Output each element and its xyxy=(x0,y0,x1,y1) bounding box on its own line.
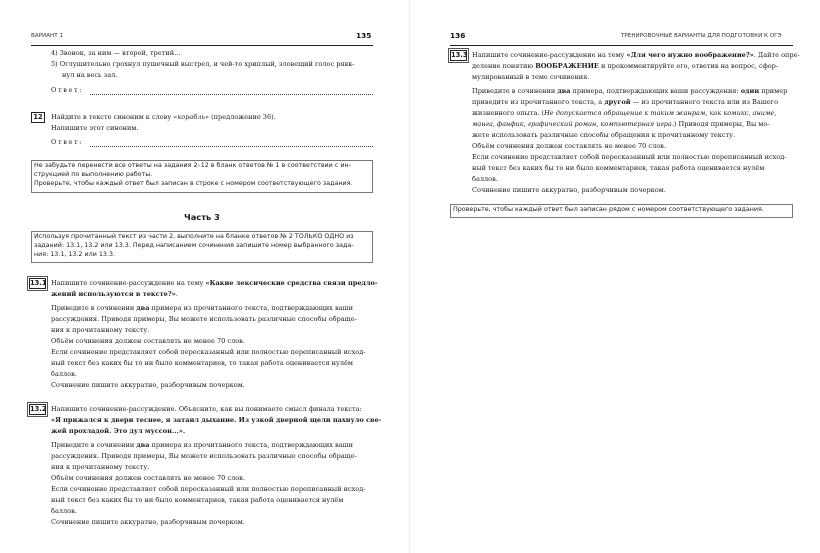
part-box-line3: ния: 13.1, 13.2 или 13.3. xyxy=(34,251,115,258)
answer-line-11[interactable] xyxy=(90,94,373,95)
task-13-3-p7: Если сочинение представляет собой пересказанный или полностью переписанный исход- xyxy=(472,153,787,161)
task-13-2-p1c: ния к прочитанному тексту. xyxy=(51,463,150,471)
task-13-3-topic-line3: мулированный в теме сочинения. xyxy=(472,73,590,81)
answer-label-12: Ответ: xyxy=(51,138,83,146)
page-number-left: 135 xyxy=(356,31,372,40)
task-13-1-topic-line1: Напишите сочинение-рассуждение на тему «Какие лексические средства связи предло- xyxy=(51,279,378,287)
task-13-3-p4: манга, фанфик, графический роман, компьютерная игра.) Приводя примеры, Вы мо- xyxy=(472,120,770,128)
task-13-2-p1a: Приведите в сочинении два примера из прочитанного текста, подтверждающих ваши xyxy=(51,441,353,449)
answer-label-11: Ответ: xyxy=(51,86,83,94)
option-5-line2: нул на весь зал. xyxy=(62,71,118,79)
part-3-title: Часть 3 xyxy=(184,212,220,222)
task-12-number: 12 xyxy=(31,112,45,123)
notice-right: Проверьте, чтобы каждый ответ был записан рядом с номером соответствующего задания. xyxy=(453,206,764,213)
page-number-right: 136 xyxy=(450,31,466,40)
part-box-line2: заданий: 13.1, 13.2 или 13.3. Перед написанием сочинения запишите номер выбранного зада- xyxy=(34,242,354,249)
notice-left-line3: Проверьте, чтобы каждый ответ был записан в строке с номером соответствующего задания. xyxy=(34,180,353,187)
task-13-2-p1b: рассуждения. Приводя примеры, Вы можете использовать различные способы обраще- xyxy=(51,452,357,460)
header-rule-right xyxy=(450,45,793,46)
task-13-3-p1: Приведите в сочинении два примера, подтверждающих ваши рассуждения: один пример xyxy=(472,87,788,95)
task-13-1-p1c: ния к прочитанному тексту. xyxy=(51,326,150,334)
task-13-1-p3c: баллов. xyxy=(51,370,77,378)
running-head-right: ТРЕНИРОВОЧНЫЕ ВАРИАНТЫ ДЛЯ ПОДГОТОВКИ К ОГЭ xyxy=(621,33,782,39)
task-13-2-p4: Сочинение пишите аккуратно, разборчивым почерком. xyxy=(51,518,245,526)
task-13-3-number: 13.3 xyxy=(451,51,468,59)
answer-line-12[interactable] xyxy=(90,146,373,147)
task-13-1-p3b: ный текст без каких бы то ни было комментариев, то такая работа оценивается нулём xyxy=(51,359,353,367)
task-13-3-p6: Объём сочинения должен составлять не менее 70 слов. xyxy=(472,142,666,150)
task-13-3-p5: жете использовать различные способы обращения к прочитанному тексту. xyxy=(472,131,736,139)
task-13-2-p3b: ный текст без каких бы то ни было комментариев, такая работа оценивается нулём xyxy=(51,496,344,504)
right-page xyxy=(410,0,820,553)
task-13-2-intro: Напишите сочинение-рассуждение. Объясните, как вы понимаете смысл финала текста: xyxy=(51,405,362,413)
notice-left-line1: Не забудьте перенести все ответы на задания 2–12 в бланк ответов № 1 в соответствии с ин- xyxy=(34,162,351,169)
task-13-2-quote-line1: «Я прижался к двери теснее, я затаил дыхание. Из узкой дверной щели пахнуло све- xyxy=(51,416,382,424)
task-13-2-p3c: баллов. xyxy=(51,507,77,515)
task-13-1-number: 13.1 xyxy=(30,279,47,287)
option-4: 4) Звонок, за ним — второй, третий... xyxy=(51,49,181,57)
task-12-instruction: Напишите этот синоним. xyxy=(51,124,139,132)
running-head-left: ВАРИАНТ 1 xyxy=(31,33,64,39)
task-13-2-p2: Объём сочинения должен составлять не менее 70 слов. xyxy=(51,474,245,482)
task-13-3-p10: Сочинение пишите аккуратно, разборчивым почерком. xyxy=(472,186,666,194)
task-13-2-quote-line2: жей прохладой. Это дул муссон...». xyxy=(51,427,186,435)
task-13-3-topic-line1: Напишите сочинение-рассуждение на тему «Для чего нужно воображение?». Дайте опре- xyxy=(472,51,800,59)
task-13-1-topic-line2: жений используются в тексте?». xyxy=(51,290,178,298)
header-rule-left xyxy=(31,45,373,46)
task-13-3-p9: баллов. xyxy=(472,175,498,183)
task-13-1-p2: Объём сочинения должен составлять не менее 70 слов. xyxy=(51,337,245,345)
task-13-1-p3a: Если сочинение представляет собой пересказанный или полностью переписанный исход- xyxy=(51,348,366,356)
task-13-3-p2: приведите из прочитанного текста, а другой — из прочитанного текста или из Вашего xyxy=(472,98,779,106)
task-13-3-p3: жизненного опыта. (Не допускается обращение к таким жанрам, как комикс, аниме, xyxy=(472,109,777,117)
notice-left-line2: струкцией по выполнению работы. xyxy=(34,171,153,178)
task-13-2-number: 13.2 xyxy=(30,405,47,413)
option-5-line1: 5) Оглушительно грохнул пушечный выстрел, и чей-то хриплый, зловещий голос рявк- xyxy=(51,60,355,68)
task-12-question: Найдите в тексте синоним к слову «корабль» (предложение 36). xyxy=(51,113,276,121)
task-13-1-p4: Сочинение пишите аккуратно, разборчивым почерком. xyxy=(51,381,245,389)
part-box-line1: Используя прочитанный текст из части 2, выполните на бланке ответов № 2 ТОЛЬКО ОДНО из xyxy=(34,233,354,240)
task-13-1-p1a: Приведите в сочинении два примера из прочитанного текста, подтверждающих ваши xyxy=(51,304,353,312)
task-13-1-p1b: рассуждения. Приводя примеры, Вы можете использовать различные способы обраще- xyxy=(51,315,357,323)
task-13-3-p8: ный текст без каких бы то ни было комментариев, такая работа оценивается нулём xyxy=(472,164,765,172)
task-13-3-topic-line2: деление понятию ВООБРАЖЕНИЕ и прокомментируйте его, ответив на вопрос, сфор- xyxy=(472,62,779,70)
task-13-2-p3a: Если сочинение представляет собой пересказанный или полностью переписанный исход- xyxy=(51,485,366,493)
